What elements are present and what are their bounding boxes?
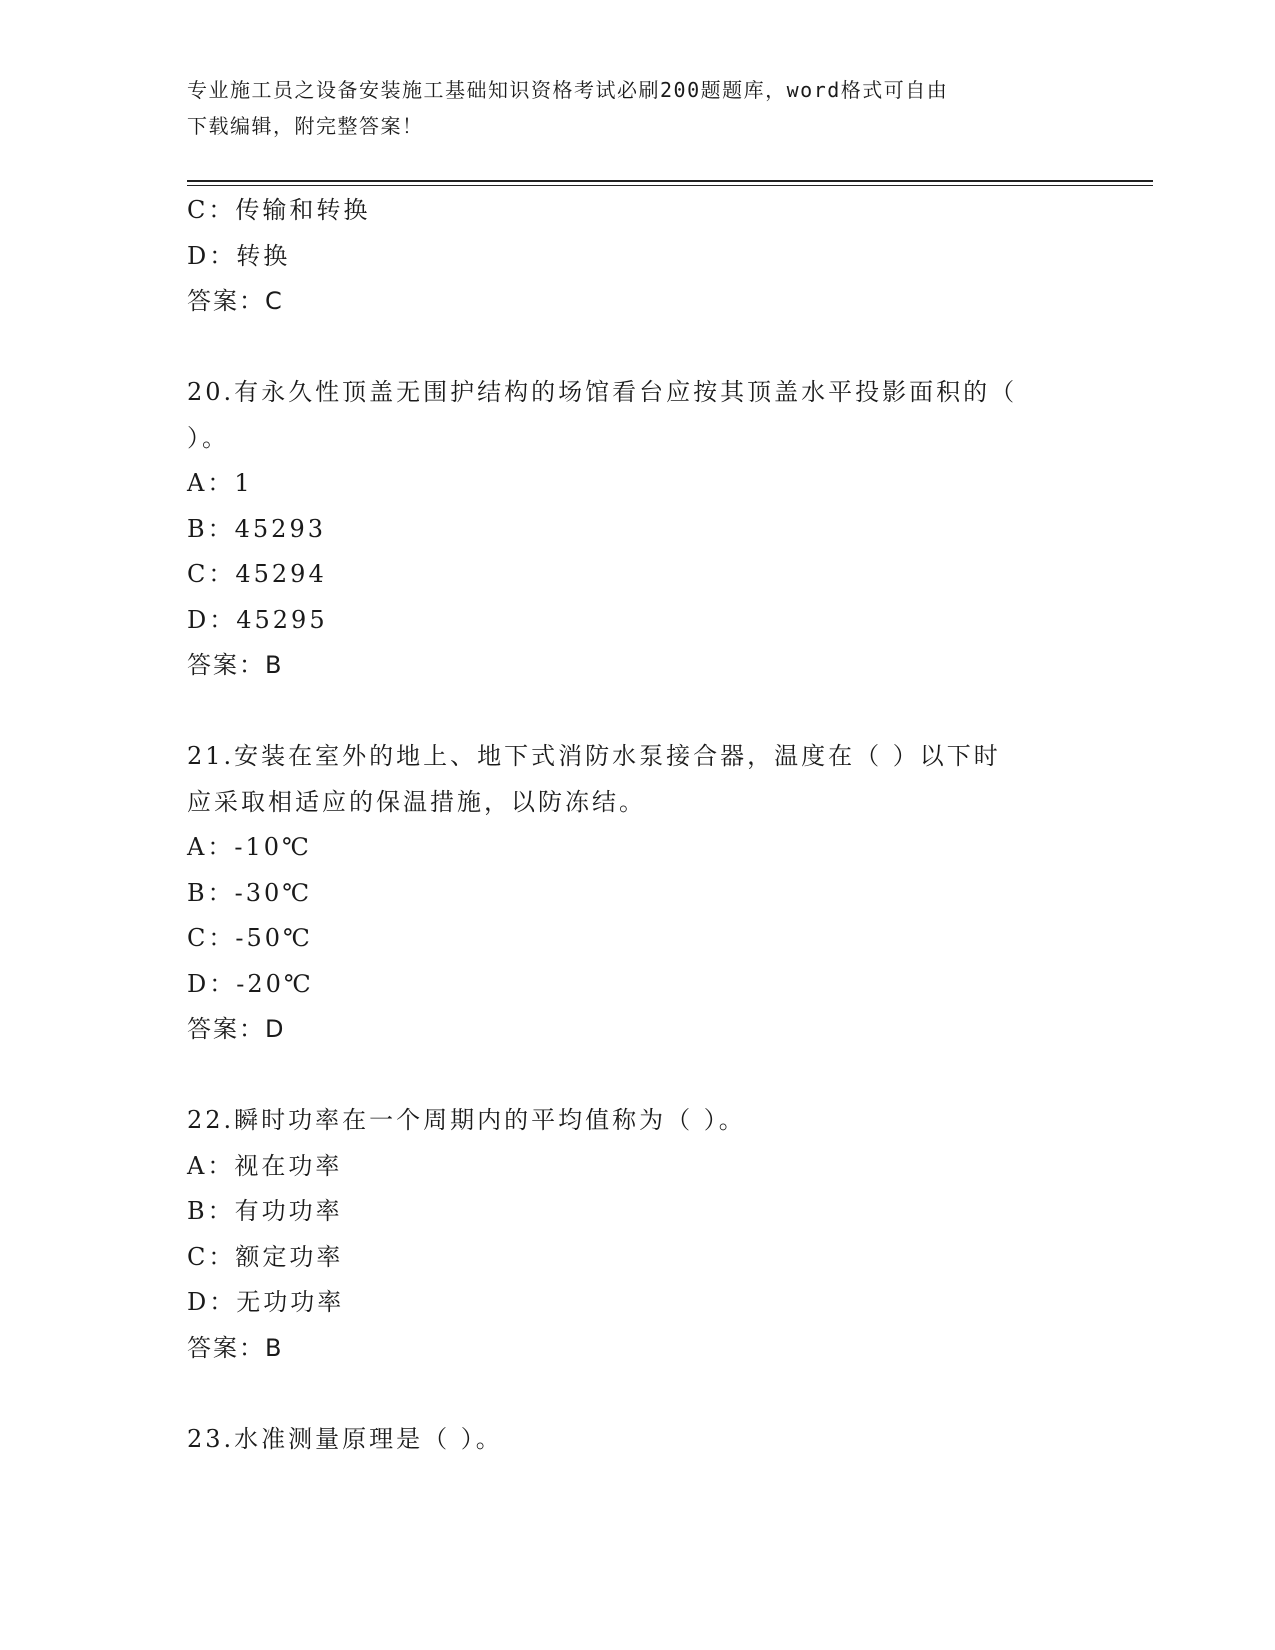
header-divider-thick (187, 180, 1153, 182)
question-text: 应采取相适应的保温措施，以防冻结。 (187, 787, 646, 816)
option: C：传输和转换 (187, 196, 371, 224)
option: B：有功功率 (187, 1197, 343, 1225)
question-text: ）。 (187, 423, 229, 452)
option: B：45293 (187, 514, 326, 543)
option: A：视在功率 (187, 1151, 343, 1180)
option: C：-50℃ (187, 924, 313, 952)
option: D：45295 (187, 605, 328, 634)
header-line-1: 专业施工员之设备安装施工基础知识资格考试必刷200题题库，word格式可自由 (187, 78, 949, 102)
question-text: 23.水准测量原理是（ ）。 (187, 1424, 503, 1453)
spacer (187, 689, 1087, 735)
spacer (187, 1053, 1087, 1099)
option: B：-30℃ (187, 878, 313, 907)
option: D：-20℃ (187, 969, 314, 998)
question-text: 20.有永久性顶盖无围护结构的场馆看台应按其顶盖水平投影面积的（ (187, 378, 1018, 406)
option: C：额定功率 (187, 1242, 344, 1271)
answer: 答案：B (187, 651, 284, 679)
option: D：转换 (187, 241, 291, 270)
spacer (187, 1371, 1087, 1417)
spacer (187, 325, 1087, 371)
question-text: 21.安装在室外的地上、地下式消防水泵接合器，温度在（ ）以下时 (187, 742, 1001, 770)
option: A：1 (187, 469, 253, 497)
answer: 答案：C (187, 287, 284, 315)
option: A：-10℃ (187, 833, 312, 861)
question-text: 22.瞬时功率在一个周期内的平均值称为（ ）。 (187, 1106, 746, 1134)
option: C：45294 (187, 560, 327, 588)
header-divider-thin (187, 185, 1153, 186)
option: D：无功功率 (187, 1288, 345, 1316)
question-list (187, 188, 1087, 1462)
document-header (187, 72, 1077, 144)
header-line-2: 下载编辑，附完整答案！ (187, 114, 424, 138)
answer: 答案：D (187, 1015, 286, 1043)
answer: 答案：B (187, 1333, 284, 1362)
